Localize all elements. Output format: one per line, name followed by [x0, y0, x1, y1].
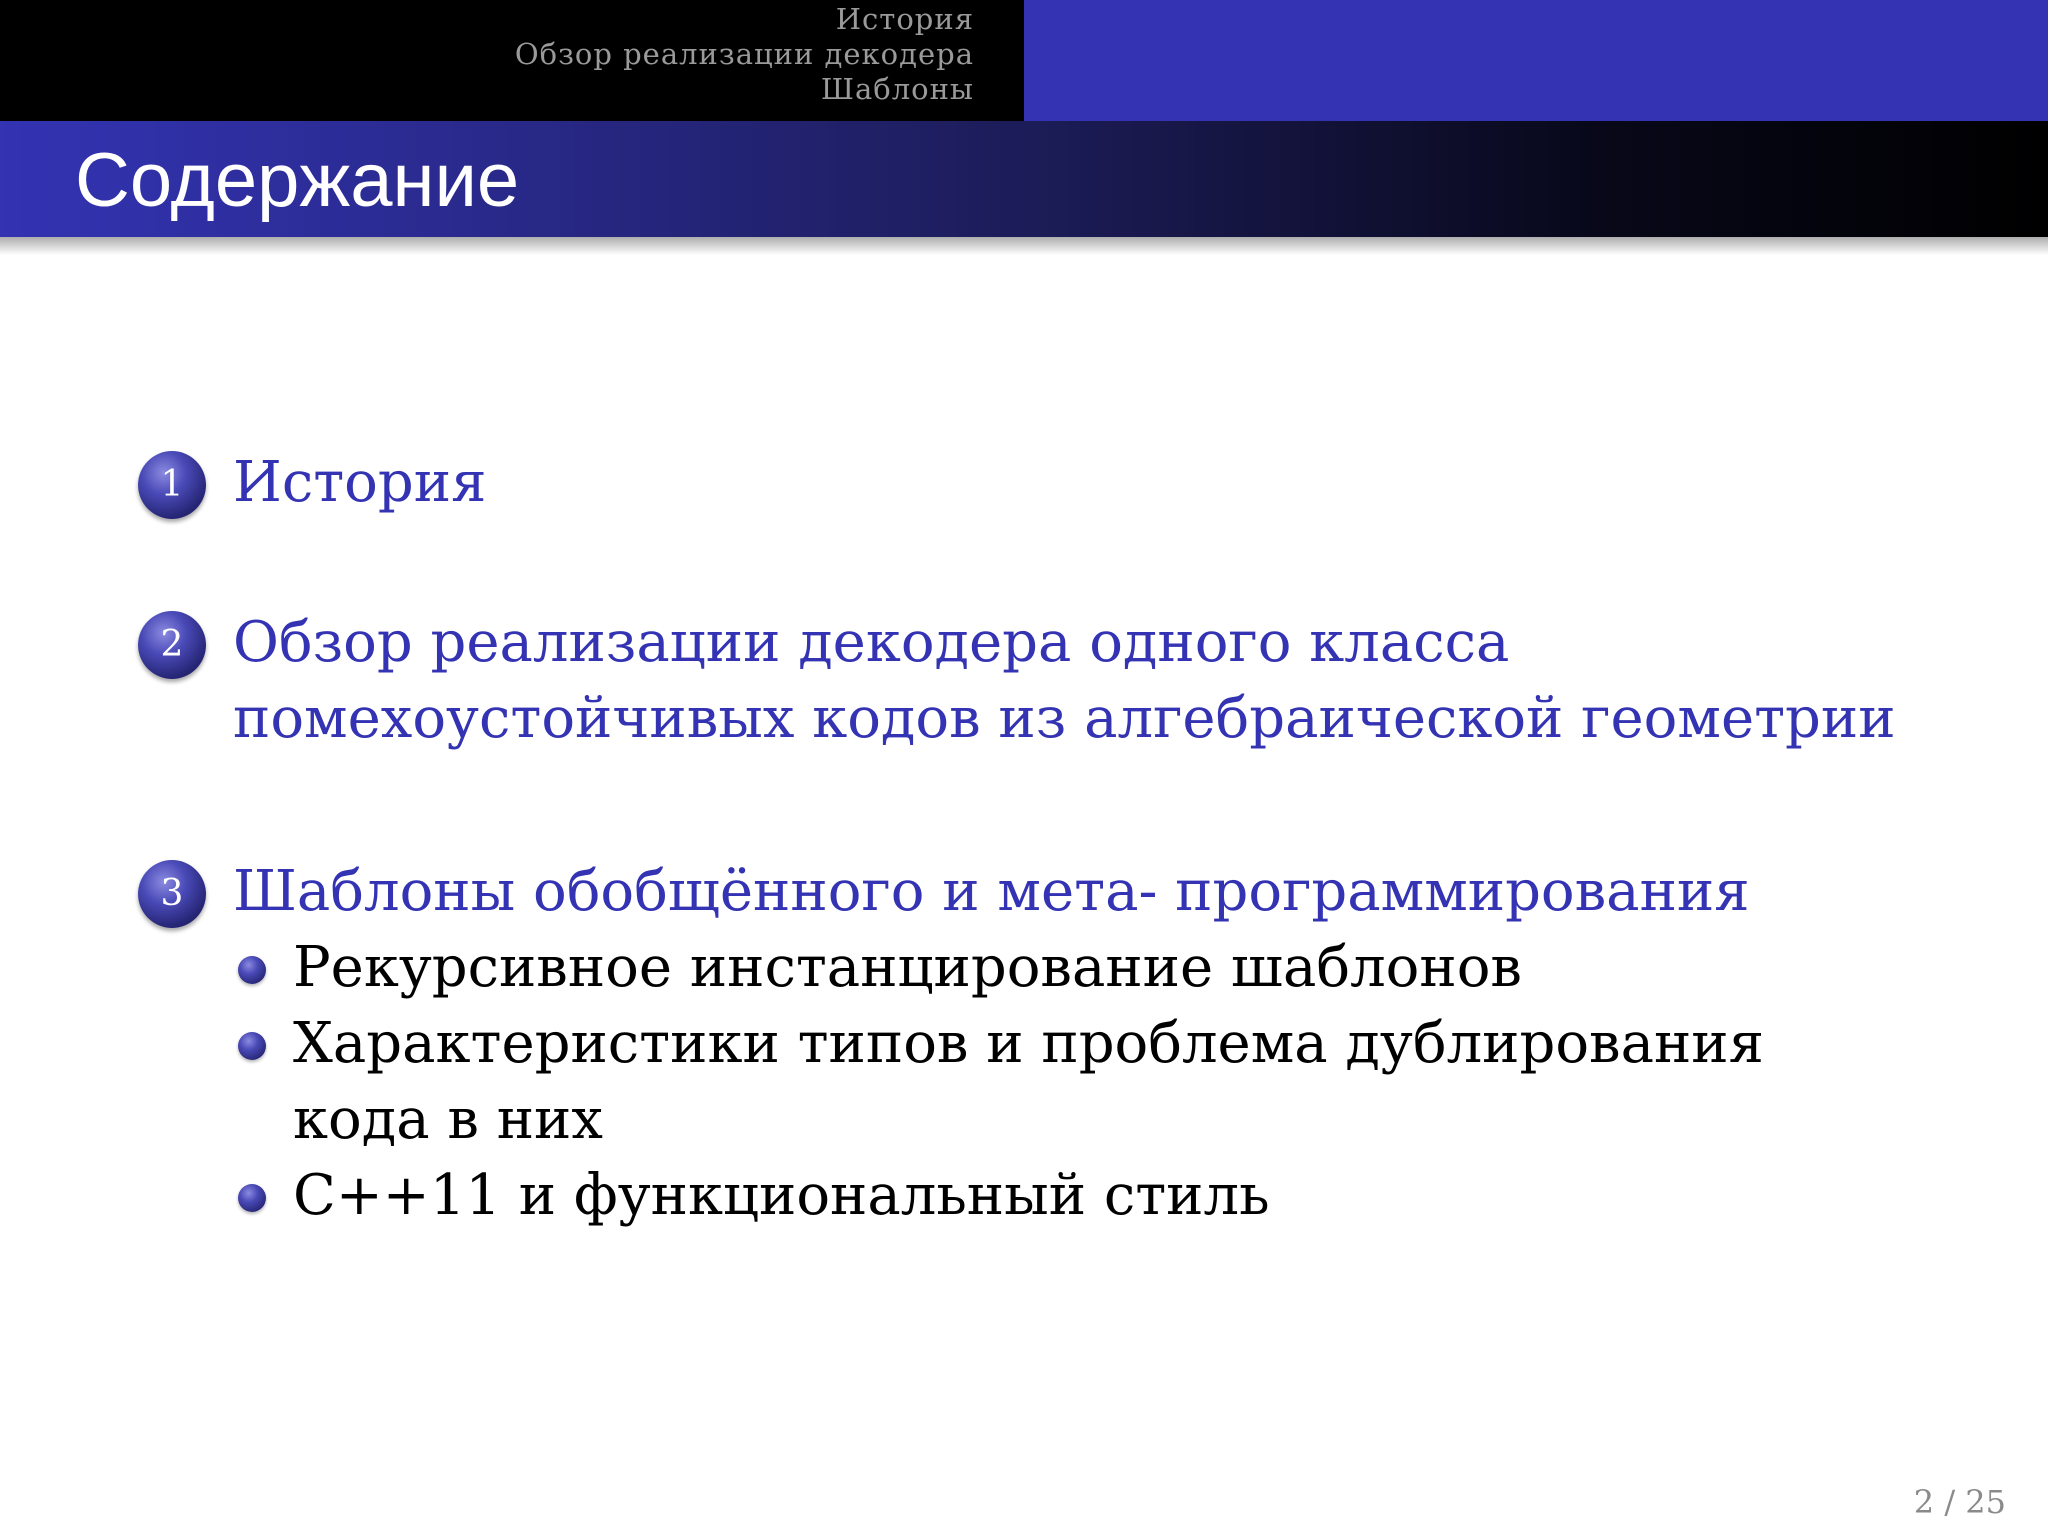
section-number-badge: 3 — [138, 860, 206, 928]
page-counter: 2 / 25 — [1913, 1483, 2006, 1521]
header-left-panel — [0, 0, 1024, 121]
toc-section-title[interactable] — [233, 445, 486, 521]
bullet-icon — [238, 956, 266, 984]
frame-title: Содержание — [75, 138, 520, 223]
header-bar — [0, 0, 2048, 121]
nav-section-decoder[interactable]: Обзор реализации декодера — [514, 37, 974, 71]
toc-section-title-line: Обзор реализации декодера одного класса — [233, 610, 1510, 675]
toc-section-title-line: Шаблоны обобщённого и мета- программирования — [233, 859, 1750, 924]
toc-section-title-line: помехоустойчивых кодов из алгебраической геометрии — [233, 686, 1896, 751]
section-number-badge: 2 — [138, 611, 206, 679]
toc-section-title[interactable] — [233, 854, 1750, 930]
header-right-panel — [1024, 0, 2048, 121]
bullet-icon — [238, 1184, 266, 1212]
toc-section-title[interactable] — [233, 605, 1896, 757]
bullet-icon — [238, 1032, 266, 1060]
section-navigation — [515, 2, 974, 107]
toc-section-title-line: История — [233, 450, 487, 515]
section-number-badge: 1 — [138, 451, 206, 519]
nav-section-history[interactable]: История — [835, 2, 974, 36]
toc-subsection-text: Рекурсивное инстанцирование шаблонов — [293, 935, 1522, 1000]
frame-title-shadow — [0, 237, 2048, 255]
toc-subsection-text: C++11 и функциональный стиль — [293, 1163, 1270, 1228]
nav-section-templates[interactable]: Шаблоны — [820, 72, 974, 106]
toc-subsection-text: Характеристики типов и проблема дублирования кода в них — [293, 1011, 1764, 1152]
